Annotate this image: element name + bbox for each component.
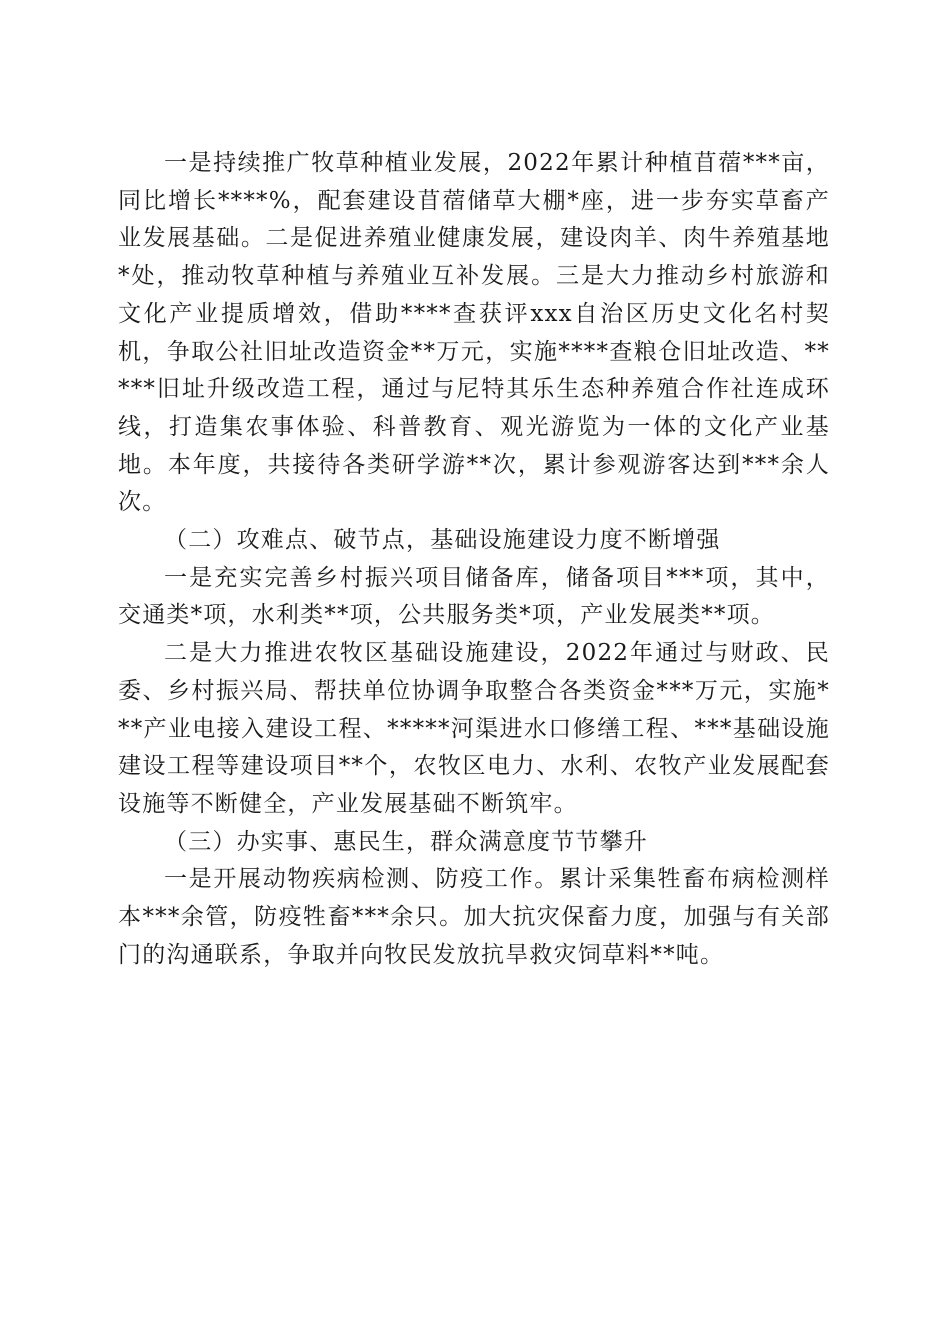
paragraph-infrastructure-construction: 二是大力推进农牧区基础设施建设，2022年通过与财政、民委、乡村振兴局、帮扶单位协调争取整合各类资金***万元，实施***产业电接入建设工程、*****河渠进水口修缮工程、***基础设施建设工程等建设项目**个，农牧区电力、水利、农牧产业发展配套设施等不断健全，产业发展基础不断筑牢。 [118,640,830,817]
document-page [118,145,830,974]
paragraph-industry-development: 一是持续推广牧草种植业发展，2022年累计种植苜蓿***亩，同比增长****%，配套建设苜蓿储草大棚*座，进一步夯实草畜产业发展基础。二是促进养殖业健康发展，建设肉羊、肉牛养殖基地*处，推动牧草种植与养殖业互补发展。三是大力推动乡村旅游和文化产业提质增效，借助****查获评xxx自治区历史文化名村契机，争取公社旧址改造资金**万元，实施****查粮仓旧址改造、*****旧址升级改造工程，通过与尼特其乐生态种养殖合作社连成环线，打造集农事体验、科普教育、观光游览为一体的文化产业基地。本年度，共接待各类研学游**次，累计参观游客达到***余人次。 [118,150,830,516]
paragraph-epidemic-prevention: 一是开展动物疾病检测、防疫工作。累计采集牲畜布病检测样本***余管，防疫牲畜***余只。加大抗灾保畜力度，加强与有关部门的沟通联系，争取并向牧民发放抗旱救灾饲草料**吨。 [118,866,830,968]
paragraph-project-reserve: 一是充实完善乡村振兴项目储备库，储备项目***项，其中，交通类*项，水利类**项，公共服务类*项，产业发展类**项。 [118,564,830,629]
section-heading-infrastructure: （二）攻难点、破节点，基础设施建设力度不断增强 [164,527,721,554]
section-heading-livelihood: （三）办实事、惠民生，群众满意度节节攀升 [164,828,648,855]
